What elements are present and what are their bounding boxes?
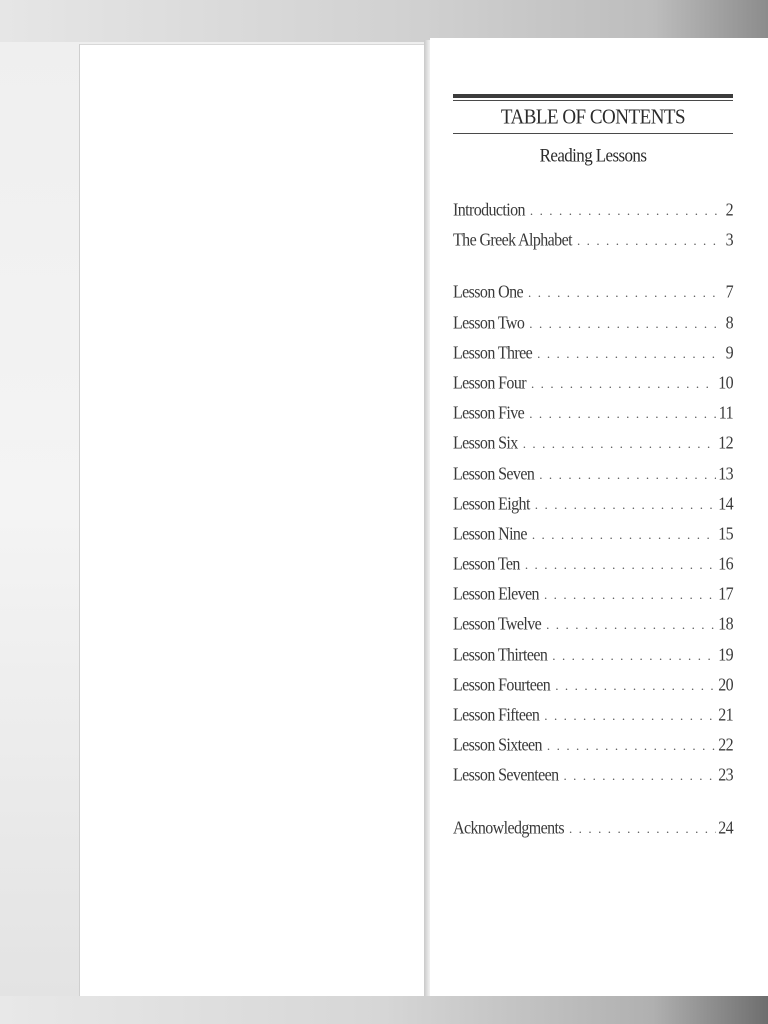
toc-entry-label: Lesson Fifteen — [453, 706, 540, 725]
dot-leader — [544, 708, 716, 724]
toc-entry-page: 12 — [718, 434, 733, 454]
toc-entry — [453, 556, 733, 586]
toc-entry-page: 10 — [718, 374, 733, 393]
toc-entry — [453, 405, 733, 435]
toc-entry-page: 24 — [718, 818, 733, 838]
dot-leader — [531, 376, 716, 392]
toc-entry — [453, 616, 733, 646]
toc-entry-label: Lesson Thirteen — [453, 645, 548, 665]
toc-entry-page: 18 — [718, 615, 733, 635]
header-rule-thin — [453, 100, 733, 101]
toc-entry-label: Lesson Seventeen — [453, 766, 559, 786]
toc-entry-label: The Greek Alphabet — [453, 231, 572, 250]
toc-entry — [453, 677, 733, 707]
toc-title: TABLE OF CONTENTS — [500, 105, 686, 130]
dot-leader — [544, 587, 716, 603]
toc-entry — [453, 586, 733, 616]
toc-entry-label: Lesson Sixteen — [453, 736, 542, 755]
toc-entry-label: Lesson Seven — [453, 464, 535, 484]
toc-entry-page: 3 — [725, 231, 733, 250]
toc-entry — [453, 232, 733, 262]
toc-entry — [453, 375, 733, 405]
dot-leader — [530, 203, 717, 219]
toc-entry-label: Lesson One — [453, 283, 523, 303]
toc-entry — [453, 315, 733, 345]
toc-entry-label: Introduction — [453, 201, 525, 220]
toc-entry-page: 14 — [718, 494, 733, 514]
toc-entry-page: 9 — [725, 343, 733, 363]
toc-entry — [453, 526, 733, 556]
table-of-contents — [453, 94, 733, 850]
scanner-shadow-top — [0, 0, 768, 42]
toc-entry-page: 21 — [718, 706, 733, 725]
toc-entry-page: 19 — [718, 645, 733, 665]
toc-entry — [453, 345, 733, 375]
toc-entry-label: Lesson Two — [453, 313, 525, 333]
toc-entry-label: Lesson Twelve — [453, 615, 542, 635]
header-rule-thick — [453, 94, 733, 98]
toc-entry-page: 2 — [725, 201, 733, 220]
toc-entry-label: Lesson Four — [453, 374, 526, 393]
toc-entry — [453, 435, 733, 465]
toc-entry-page: 15 — [718, 524, 733, 544]
toc-entry — [453, 707, 733, 737]
dot-leader — [528, 285, 717, 301]
toc-group-front-matter — [453, 202, 733, 262]
toc-entry-page: 8 — [725, 313, 733, 333]
dot-leader — [555, 678, 716, 694]
toc-entry — [453, 466, 733, 496]
toc-entry — [453, 737, 733, 767]
scanner-shadow-bottom — [0, 996, 768, 1024]
toc-entry-label: Lesson Nine — [453, 524, 527, 544]
dot-leader — [535, 497, 716, 513]
toc-entry-label: Lesson Eleven — [453, 585, 539, 605]
dot-leader — [539, 467, 716, 483]
toc-entry-label: Lesson Ten — [453, 555, 520, 574]
toc-entry-page: 16 — [718, 555, 733, 574]
toc-entry-page: 7 — [725, 283, 733, 303]
toc-subtitle: Reading Lessons — [539, 144, 647, 167]
toc-entry-label: Lesson Three — [453, 343, 533, 363]
toc-entry-page: 13 — [718, 464, 733, 484]
dot-leader — [563, 768, 716, 784]
toc-entry — [453, 496, 733, 526]
toc-entry-label: Lesson Five — [453, 404, 525, 423]
dot-leader — [537, 346, 717, 362]
toc-entry-page: 23 — [718, 766, 733, 786]
dot-leader — [523, 436, 717, 452]
toc-entry-page: 22 — [718, 736, 733, 755]
dot-leader — [577, 233, 717, 249]
title-underline — [453, 133, 733, 134]
toc-group-lessons — [453, 284, 733, 797]
toc-entry — [453, 767, 733, 797]
toc-entry-label: Lesson Eight — [453, 494, 530, 514]
dot-leader — [529, 406, 717, 422]
toc-entry-label: Acknowledgments — [453, 818, 564, 838]
dot-leader — [569, 821, 716, 837]
dot-leader — [547, 738, 716, 754]
toc-entry-page: 11 — [718, 404, 733, 423]
toc-entry — [453, 202, 733, 232]
toc-entry-page: 17 — [718, 585, 733, 605]
toc-entry-page: 20 — [718, 675, 733, 695]
toc-entry — [453, 284, 733, 314]
left-page-blank — [80, 44, 426, 1003]
right-page — [430, 38, 768, 998]
toc-entry — [453, 647, 733, 677]
toc-group-back-matter — [453, 820, 733, 850]
toc-entry-label: Lesson Fourteen — [453, 675, 551, 695]
toc-entry — [453, 820, 733, 850]
toc-entry-label: Lesson Six — [453, 434, 518, 454]
dot-leader — [552, 648, 716, 664]
dot-leader — [529, 316, 717, 332]
dot-leader — [546, 617, 716, 633]
dot-leader — [525, 557, 716, 573]
dot-leader — [532, 527, 716, 543]
